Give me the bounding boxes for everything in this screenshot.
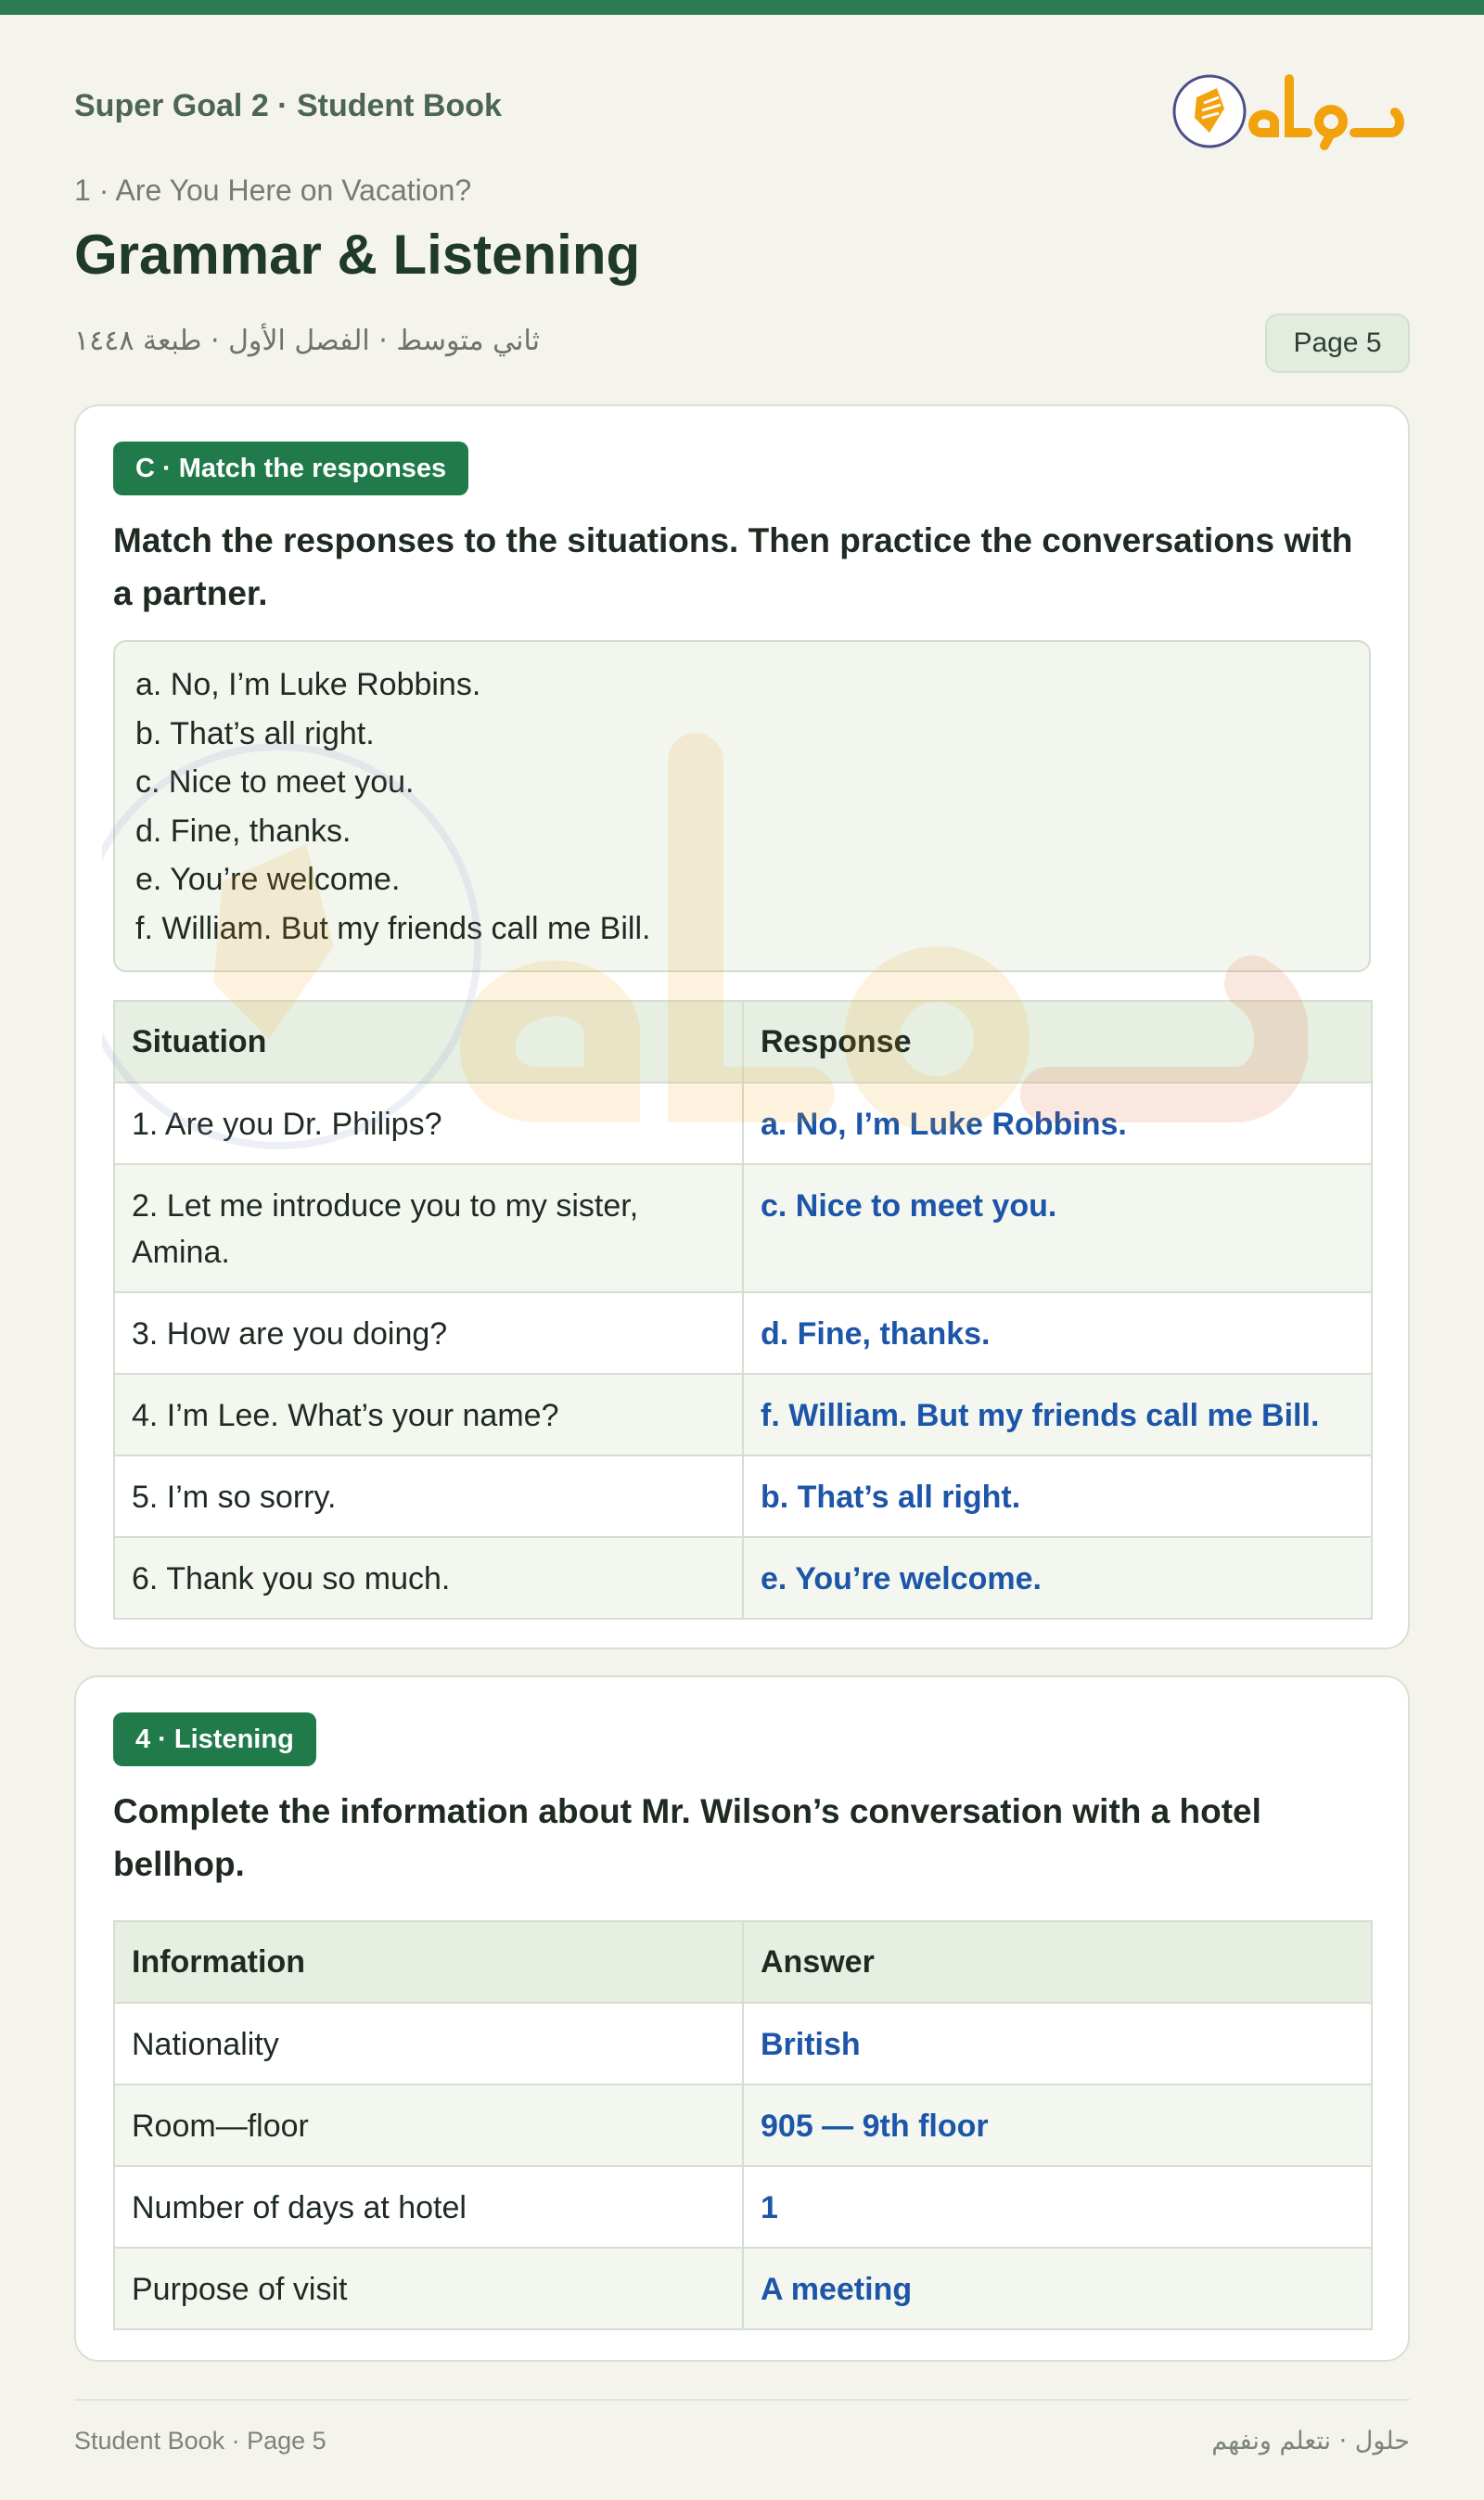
match-responses-card bbox=[74, 404, 1410, 1649]
table-header-row bbox=[114, 1921, 1372, 2003]
info-cell: Room—floor bbox=[114, 2084, 743, 2166]
answer-cell: British bbox=[743, 2003, 1372, 2084]
answer-cell: 905 — 9th floor bbox=[743, 2084, 1372, 2166]
hulul-logo bbox=[1169, 60, 1410, 158]
table-row bbox=[114, 2084, 1372, 2166]
response-option: e. You’re welcome. bbox=[135, 862, 401, 897]
situation-cell: 4. I’m Lee. What’s your name? bbox=[114, 1374, 743, 1455]
table-row bbox=[114, 2166, 1372, 2248]
table-row bbox=[114, 2248, 1372, 2329]
situation-cell: 5. I’m so sorry. bbox=[114, 1455, 743, 1537]
info-cell: Purpose of visit bbox=[114, 2248, 743, 2329]
response-cell: a. No, I’m Luke Robbins. bbox=[743, 1083, 1372, 1164]
listening-table bbox=[113, 1920, 1373, 2330]
response-option: a. No, I’m Luke Robbins. bbox=[135, 667, 481, 702]
table-row bbox=[114, 1455, 1372, 1537]
table-row bbox=[114, 2003, 1372, 2084]
page-title: Grammar & Listening bbox=[74, 224, 641, 286]
listening-card bbox=[74, 1675, 1410, 2362]
book-title: Super Goal 2 · Student Book bbox=[74, 88, 502, 123]
response-cell: f. William. But my friends call me Bill. bbox=[743, 1374, 1372, 1455]
response-option: c. Nice to meet you. bbox=[135, 764, 415, 800]
match-table bbox=[113, 1000, 1373, 1620]
response-cell: b. That’s all right. bbox=[743, 1455, 1372, 1537]
column-header: Response bbox=[743, 1001, 1372, 1083]
section-badge: 4 · Listening bbox=[113, 1712, 316, 1766]
column-header: Answer bbox=[743, 1921, 1372, 2003]
info-cell: Nationality bbox=[114, 2003, 743, 2084]
answer-cell: A meeting bbox=[743, 2248, 1372, 2329]
footer-divider bbox=[74, 2399, 1410, 2401]
situation-cell: 1. Are you Dr. Philips? bbox=[114, 1083, 743, 1164]
response-options-box bbox=[113, 640, 1371, 972]
response-option: d. Fine, thanks. bbox=[135, 813, 352, 849]
footer-tagline: حلول · نتعلم ونفهم bbox=[1211, 2427, 1410, 2455]
grade-meta-arabic: ثاني متوسط · الفصل الأول · طبعة ١٤٤٨ bbox=[74, 325, 540, 357]
column-header: Situation bbox=[114, 1001, 743, 1083]
table-row bbox=[114, 1083, 1372, 1164]
table-header-row bbox=[114, 1001, 1372, 1083]
response-cell: c. Nice to meet you. bbox=[743, 1164, 1372, 1292]
answer-cell: 1 bbox=[743, 2166, 1372, 2248]
page-number-badge: Page 5 bbox=[1265, 314, 1410, 373]
info-cell: Number of days at hotel bbox=[114, 2166, 743, 2248]
section-badge: C · Match the responses bbox=[113, 442, 468, 495]
table-row bbox=[114, 1537, 1372, 1619]
situation-cell: 2. Let me introduce you to my sister, Amina. bbox=[114, 1164, 743, 1292]
situation-cell: 6. Thank you so much. bbox=[114, 1537, 743, 1619]
response-option: b. That’s all right. bbox=[135, 715, 375, 751]
response-cell: d. Fine, thanks. bbox=[743, 1292, 1372, 1374]
top-accent-bar bbox=[0, 0, 1484, 15]
unit-title: 1 · Are You Here on Vacation? bbox=[74, 173, 472, 207]
column-header: Information bbox=[114, 1921, 743, 2003]
section-instruction: Complete the information about Mr. Wilson’s conversation with a hotel bellhop. bbox=[113, 1792, 1261, 1883]
section-instruction: Match the responses to the situations. Then practice the conversations with a partner. bbox=[113, 521, 1353, 612]
table-row bbox=[114, 1292, 1372, 1374]
response-cell: e. You’re welcome. bbox=[743, 1537, 1372, 1619]
situation-cell: 3. How are you doing? bbox=[114, 1292, 743, 1374]
footer-page-label: Student Book · Page 5 bbox=[74, 2427, 326, 2455]
table-row bbox=[114, 1374, 1372, 1455]
response-option: f. William. But my friends call me Bill. bbox=[135, 910, 651, 946]
table-row bbox=[114, 1164, 1372, 1292]
